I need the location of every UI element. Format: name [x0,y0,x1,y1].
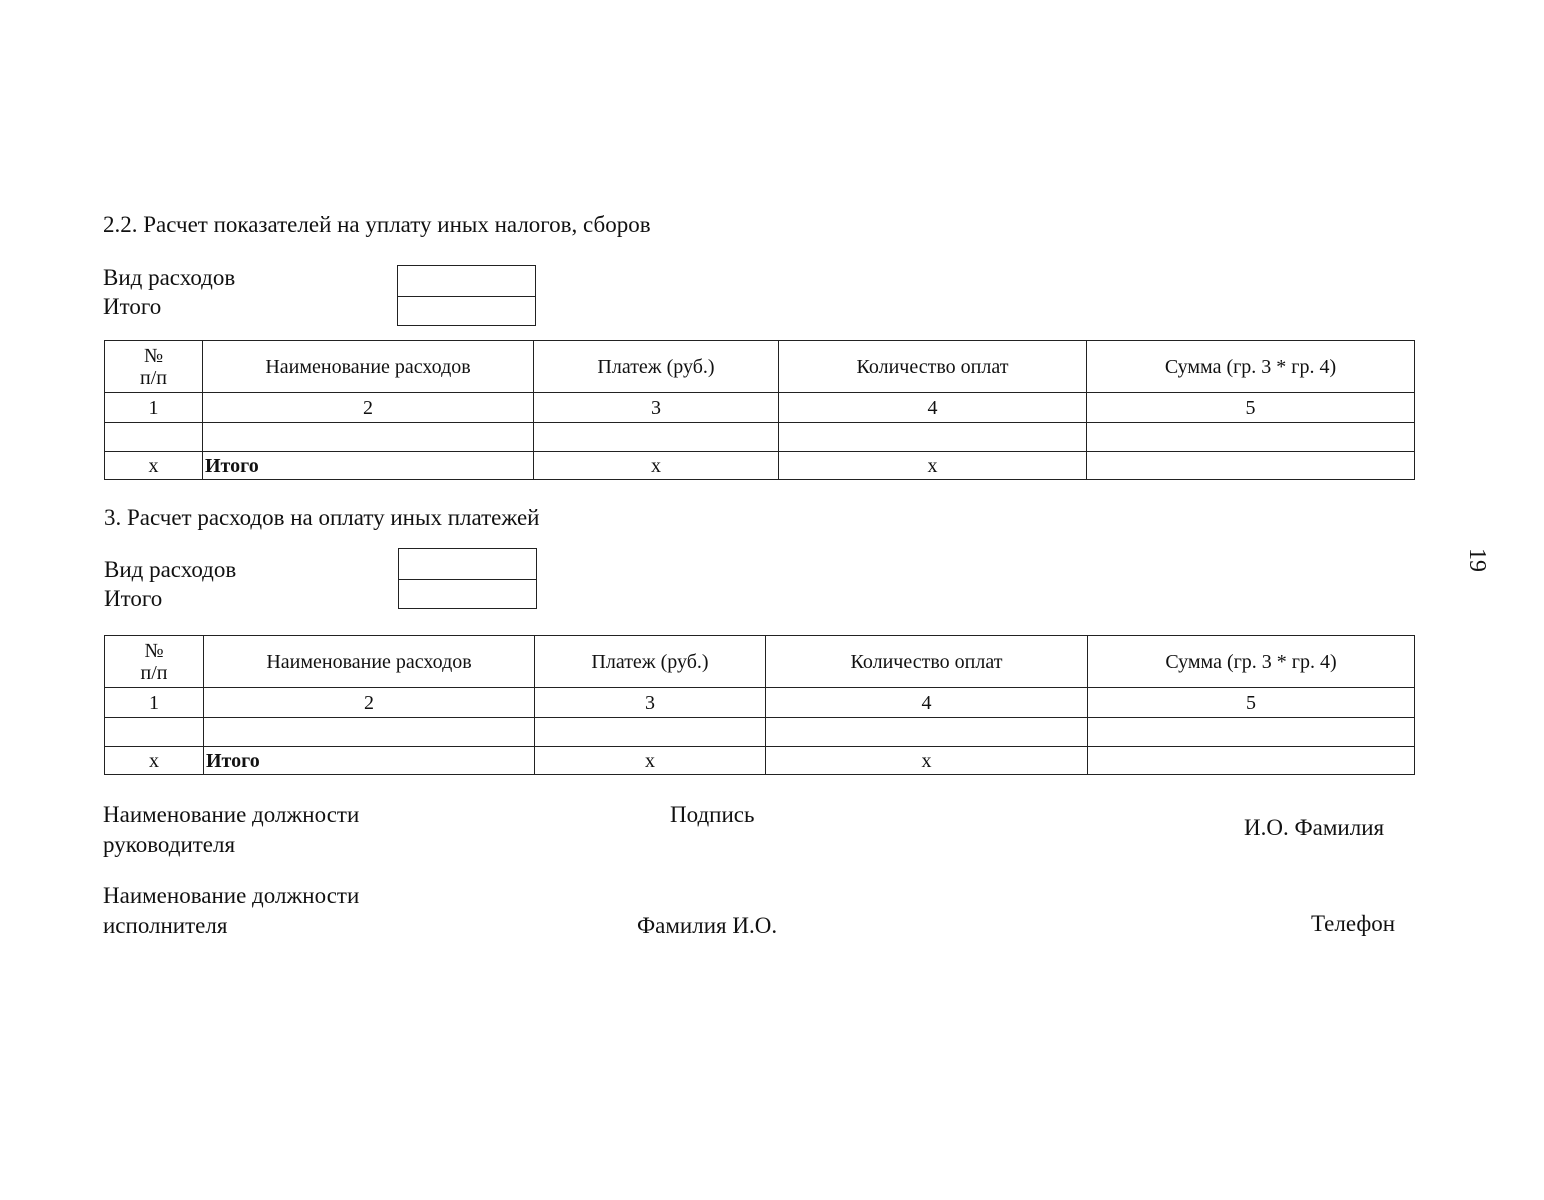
header-expense-name: Наименование расходов [203,341,534,393]
total-x: x [535,747,766,775]
head-name: И.О. Фамилия [1244,815,1385,840]
taxes-table [104,340,1415,480]
header-no: № п/п [105,341,203,393]
total-x: x [105,747,204,775]
expense-type-label: Вид расходов [104,557,237,582]
col-number: 4 [766,688,1088,718]
header-expense-name: Наименование расходов [204,636,535,688]
total-label: Итого [103,294,162,319]
section-22-title: 2.2. Расчет показателей на уплату иных налогов, сборов [103,212,651,237]
empty-cell[interactable] [1087,423,1415,452]
empty-cell[interactable] [105,423,203,452]
empty-cell[interactable] [204,718,535,747]
col-number: 5 [1087,393,1415,423]
total-row-label: Итого [203,452,534,480]
col-number: 5 [1088,688,1415,718]
empty-cell[interactable] [105,718,204,747]
col-number: 3 [534,393,779,423]
total-row-label: Итого [204,747,535,775]
page-number: 19 [1464,548,1490,572]
empty-cell[interactable] [766,718,1088,747]
col-number: 1 [105,393,203,423]
col-number: 3 [535,688,766,718]
col-number: 2 [203,393,534,423]
empty-cell[interactable] [535,718,766,747]
header-no: № п/п [105,636,204,688]
header-sum: Сумма (гр. 3 * гр. 4) [1088,636,1415,688]
total-x: x [534,452,779,480]
header-payment: Платеж (руб.) [534,341,779,393]
empty-cell[interactable] [1088,718,1415,747]
total-sum-cell[interactable] [1088,747,1415,775]
expense-type-label: Вид расходов [103,265,236,290]
header-sum: Сумма (гр. 3 * гр. 4) [1087,341,1415,393]
total-sum-cell[interactable] [1087,452,1415,480]
signature-label: Подпись [670,802,755,827]
header-payment-count: Количество оплат [779,341,1087,393]
payments-table [104,635,1415,775]
total-x: x [105,452,203,480]
total-x: x [779,452,1087,480]
empty-cell[interactable] [534,423,779,452]
head-position-line2: руководителя [103,832,236,857]
total-label: Итого [104,586,163,611]
executor-name: Фамилия И.О. [637,913,778,938]
empty-cell[interactable] [203,423,534,452]
executor-position-line1: Наименование должности [103,883,360,908]
total-x: x [766,747,1088,775]
expense-type-total-box[interactable] [398,548,537,609]
head-position-line1: Наименование должности [103,802,360,827]
executor-position-line2: исполнителя [103,913,228,938]
phone-label: Телефон [1311,911,1396,936]
empty-cell[interactable] [779,423,1087,452]
section-3-title: 3. Расчет расходов на оплату иных платежей [104,505,540,530]
header-payment: Платеж (руб.) [535,636,766,688]
header-payment-count: Количество оплат [766,636,1088,688]
col-number: 4 [779,393,1087,423]
col-number: 2 [204,688,535,718]
expense-type-total-box[interactable] [397,265,536,326]
col-number: 1 [105,688,204,718]
